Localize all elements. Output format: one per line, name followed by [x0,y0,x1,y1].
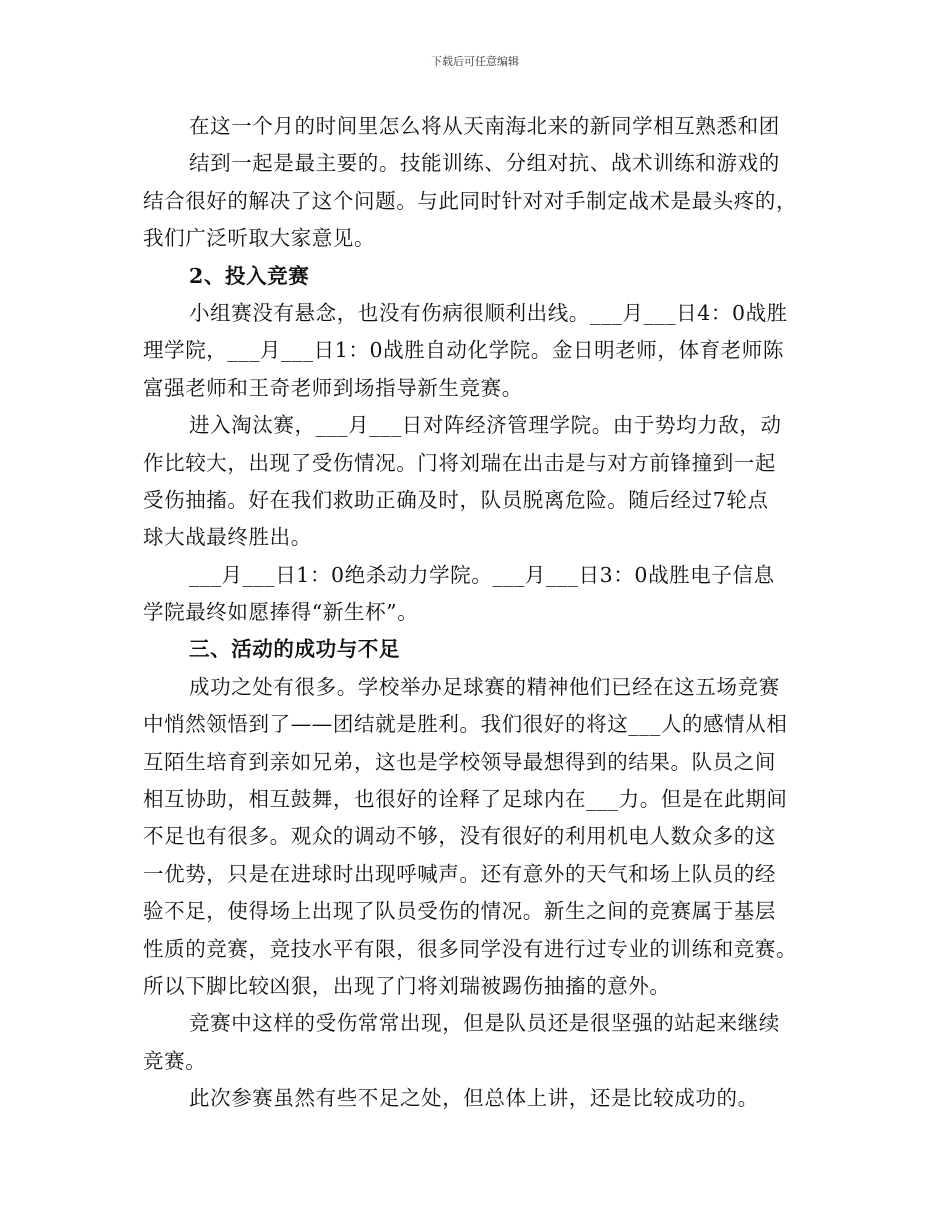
paragraph-line: 此次参赛虽然有些不足之处，但总体上讲，还是比较成功的。 [189,1086,759,1111]
paragraph-line: ___月___日1：0绝杀动力学院。___月___日3：0战胜电子信息 [189,562,775,587]
paragraph-line: 竞赛中这样的受伤常常出现，但是队员还是很坚强的站起来继续 [189,1011,780,1036]
paragraph-line: 中悄然领悟到了——团结就是胜利。我们很好的将这___人的感情从相 [143,712,788,737]
page-header: 下载后可任意编辑 [431,55,519,68]
paragraph-line: 不足也有很多。观众的调动不够，没有很好的利用机电人数众多的这 [143,824,776,849]
paragraph-line: 验不足，使得场上出现了队员受伤的情况。新生之间的竞赛属于基层 [143,899,776,924]
paragraph-line: 相互协助，相互鼓舞，也很好的诠释了足球内在___力。但是在此期间 [143,787,788,812]
paragraph-line: 理学院，___月___日1：0战胜自动化学院。金日明老师，体育老师陈 [143,338,784,363]
paragraph-line: 结合很好的解决了这个问题。与此同时针对对手制定战术是最头疼的， [143,188,798,213]
paragraph-line: 受伤抽搐。好在我们救助正确及时，队员脱离危险。随后经过7轮点 [143,487,769,512]
paragraph-line: 富强老师和王奇老师到场指导新生竞赛。 [143,375,523,400]
paragraph-line: 互陌生培育到亲如兄弟，这也是学校领导最想得到的结果。队员之间 [143,749,776,774]
paragraph-line: 结到一起是最主要的。技能训练、分组对抗、战术训练和游戏的 [189,151,780,176]
document-body [143,108,813,1118]
paragraph-line: 学院最终如愿捧得“新生杯”。 [143,600,419,625]
paragraph-line: 在这一个月的时间里怎么将从天南海北来的新同学相互熟悉和团 [189,114,780,138]
paragraph-line: 进入淘汰赛，___月___日对阵经济管理学院。由于势均力敌，动 [189,413,782,438]
paragraph-line: 作比较大，出现了受伤情况。门将刘瑞在出击是与对方前锋撞到一起 [143,450,776,475]
section-heading: 三、活动的成功与不足 [189,637,400,662]
paragraph-line: 球大战最终胜出。 [143,525,312,550]
paragraph-line: 所以下脚比较凶狠，出现了门将刘瑞被踢伤抽搐的意外。 [143,973,671,998]
paragraph-line: 一优势，只是在进球时出现呼喊声。还有意外的天气和场上队员的经 [143,861,776,886]
paragraph-line: 我们广泛听取大家意见。 [143,226,376,251]
paragraph-line: 性质的竞赛，竞技水平有限，很多同学没有进行过专业的训练和竞赛。 [143,936,798,961]
paragraph-line: 小组赛没有悬念，也没有伤病很顺利出线。___月___日4：0战胜 [189,300,788,325]
section-heading: 2、投入竞赛 [189,263,310,288]
paragraph-line: 成功之处有很多。学校举办足球赛的精神他们已经在这五场竞赛 [189,674,780,699]
paragraph-line: 竞赛。 [143,1048,207,1073]
